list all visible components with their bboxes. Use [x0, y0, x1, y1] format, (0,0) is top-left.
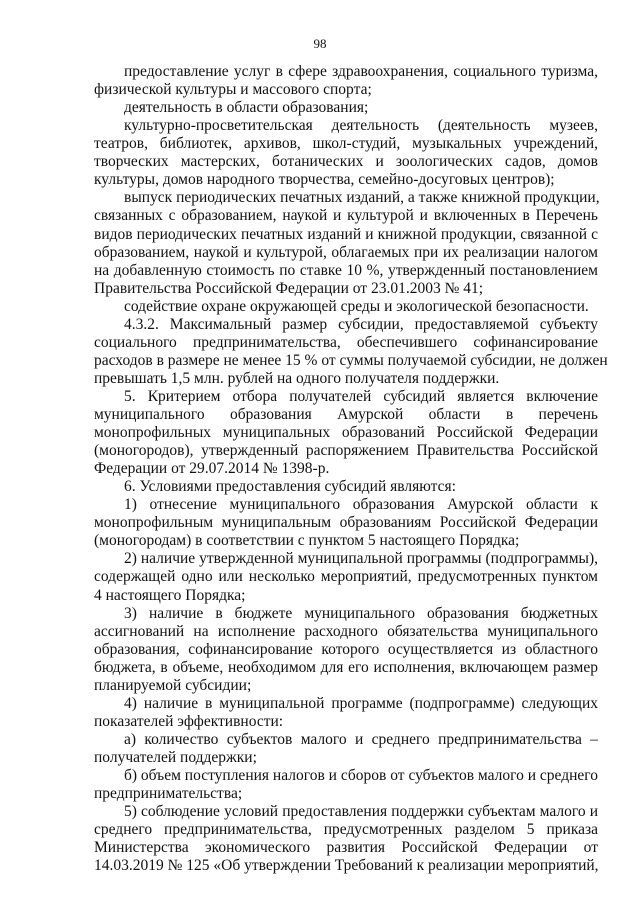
- text-line: образованием, наукой и культурой, облагаемых при их реализации налогом: [94, 243, 598, 261]
- text-line: связанных с образованием, наукой и культурой и включенных в Перечень: [94, 207, 598, 225]
- text-line: Министерства экономического развития Российской Федерации от: [94, 839, 598, 857]
- text-line: культуры, домов народного творчества, семейно-досуговых центров);: [94, 171, 555, 189]
- text-line: 4) наличие в муниципальной программе (подпрограмме) следующих: [124, 694, 598, 712]
- text-line: монопрофильных муниципальных образований Российской Федерации: [94, 424, 598, 441]
- text-line: театров, библиотек, архивов, школ-студий, музыкальных учреждений,: [94, 135, 598, 153]
- text-line: Правительства Российской Федерации от 23.01.2003 № 41;: [94, 279, 484, 297]
- text-line: образования, софинансирование которого осуществляется из областного: [94, 640, 598, 658]
- text-line: получателей поддержки;: [94, 748, 257, 766]
- text-line: 6. Условиями предоставления субсидий являются:: [124, 478, 456, 496]
- text-line: 3) наличие в бюджете муниципального образования бюджетных: [124, 604, 598, 622]
- text-line: культурно-просветительская деятельность (деятельность музеев,: [124, 117, 598, 135]
- text-line: превышать 1,5 млн. рублей на одного получателя поддержки.: [94, 369, 500, 387]
- text-line: 5) соблюдение условий предоставления поддержки субъектам малого и: [124, 803, 598, 821]
- text-line: монопрофильным муниципальным образованиям Российской Федерации: [94, 514, 598, 532]
- text-line: деятельность в области образования;: [124, 99, 369, 117]
- text-line: б) объем поступления налогов и сборов от субъектов малого и среднего: [124, 767, 598, 784]
- text-line: бюджета, в объеме, необходимом для его исполнения, включающем размер: [94, 658, 598, 676]
- text-line: 1) отнесение муниципального образования Амурской области к: [124, 496, 598, 514]
- text-line: физической культуры и массового спорта;: [94, 81, 372, 98]
- text-line: планируемой субсидии;: [94, 676, 252, 694]
- text-line: 4.3.2. Максимальный размер субсидии, предоставляемой субъекту: [124, 315, 598, 333]
- text-line: 5. Критерием отбора получателей субсидий является включение: [124, 387, 598, 405]
- text-line: муниципального образования Амурской области в перечень: [94, 405, 598, 423]
- page-number: 98: [313, 36, 327, 51]
- text-line: предоставление услуг в сфере здравоохранения, социального туризма,: [124, 63, 598, 80]
- text-line: Федерации от 29.07.2014 № 1398-р.: [94, 460, 330, 478]
- text-line: показателей эффективности:: [94, 712, 284, 730]
- text-line: видов периодических печатных изданий и книжной продукции, связанной с: [94, 225, 598, 243]
- text-line: социального предпринимательства, обеспечившего софинансирование: [94, 333, 598, 351]
- text-line: предпринимательства;: [94, 785, 243, 802]
- text-line: выпуск периодических печатных изданий, а также книжной продукции,: [124, 189, 600, 207]
- text-line: 14.03.2019 № 125 «Об утверждении Требований к реализации мероприятий,: [94, 857, 599, 875]
- text-line: содействие охране окружающей среды и экологической безопасности.: [124, 297, 589, 315]
- text-line: а) количество субъектов малого и среднего предпринимательства –: [124, 730, 598, 748]
- text-line: (моногородов), утвержденный распоряжением Правительства Российской: [94, 442, 598, 460]
- text-line: 2) наличие утвержденной муниципальной программы (подпрограммы),: [124, 550, 598, 568]
- text-line: 4 настоящего Порядка;: [94, 586, 246, 604]
- text-line: среднего предпринимательства, предусмотренных разделом 5 приказа: [94, 821, 598, 839]
- text-line: расходов в размере не менее 15 % от суммы получаемой субсидии, не должен: [94, 351, 608, 369]
- text-line: содержащей одно или несколько мероприятий, предусмотренных пунктом: [94, 568, 598, 586]
- text-line: ассигнований на исполнение расходного обязательства муниципального: [94, 622, 598, 640]
- text-line: (моногородам) в соответствии с пунктом 5 настоящего Порядка;: [94, 532, 520, 550]
- text-line: творческих мастерских, ботанических и зоологических садов, домов: [94, 153, 598, 171]
- text-line: на добавленную стоимость по ставке 10 %, утвержденный постановлением: [94, 261, 598, 279]
